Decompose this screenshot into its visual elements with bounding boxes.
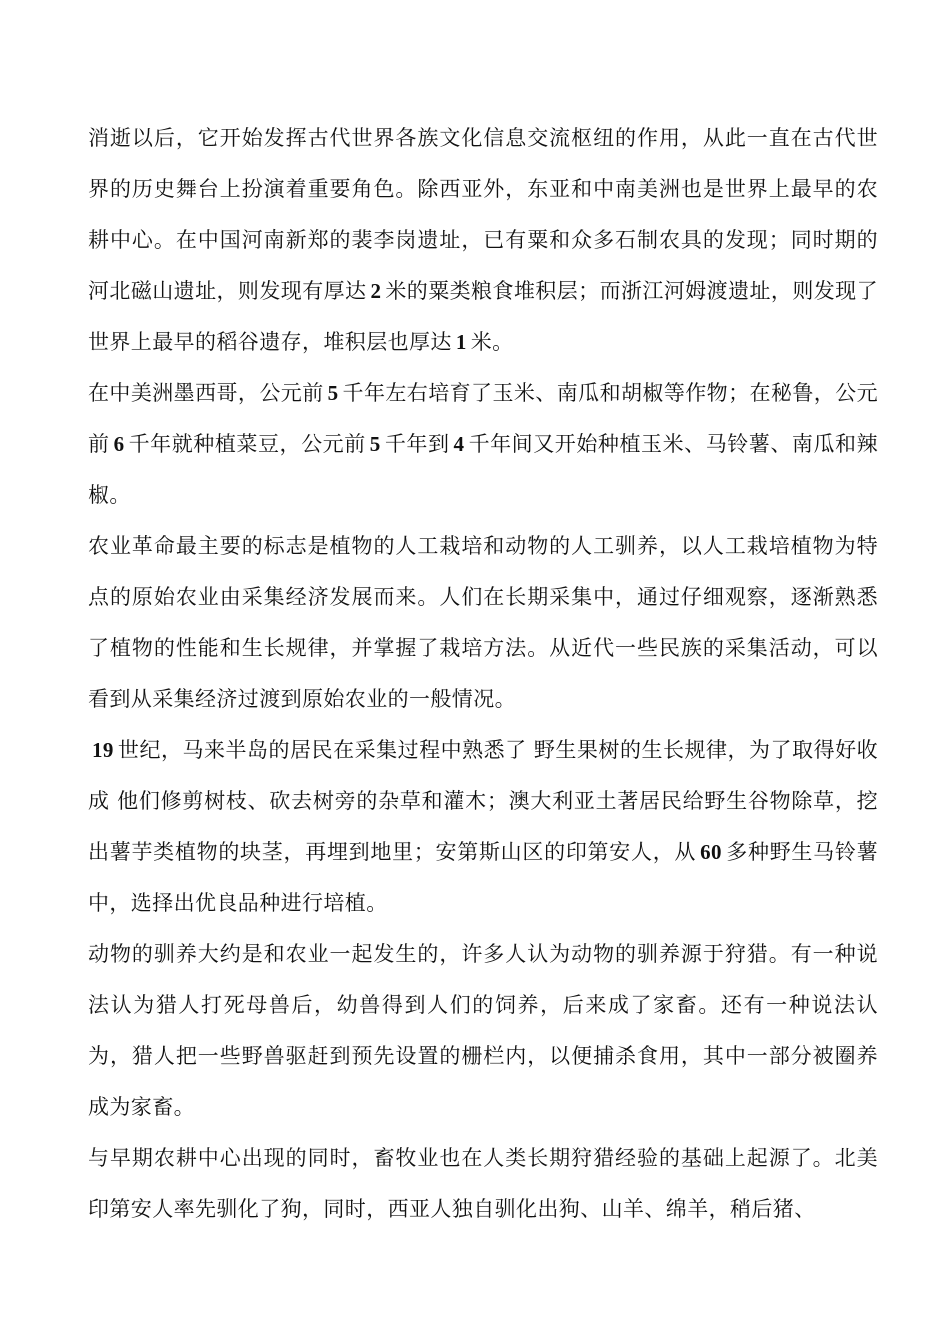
paragraph-4	[88, 725, 878, 929]
paragraph-text: 千年左右培育了玉米、南瓜和胡椒等作物；在秘鲁，公元前	[88, 381, 878, 456]
number-text: 2	[370, 279, 382, 303]
paragraph-text: 米。	[470, 330, 514, 354]
paragraph-text: 多种野生马铃薯中，选择出优良品种进行培植。	[88, 840, 878, 915]
document-page	[88, 113, 878, 1235]
number-text: 19	[92, 738, 114, 762]
paragraph-3	[88, 521, 878, 725]
paragraph-text: 在中美洲墨西哥，公元前	[88, 381, 324, 405]
number-text: 60	[700, 840, 722, 864]
paragraph-6	[88, 1133, 878, 1235]
paragraph-text: 农业革命最主要的标志是植物的人工栽培和动物的人工驯养，以人工栽培植物为特点的原始农业由采集经济发展而来。人们在长期采集中，通过仔细观察，逐渐熟悉了植物的性能和生长规律，并掌握了栽培方法。从近代一些民族的采集活动，可以看到从采集经济过渡到原始农业的一般情况。	[88, 534, 878, 711]
paragraph-text: 千年间又开始种植玉米、马铃薯、南瓜和辣椒。	[88, 432, 878, 507]
paragraph-1	[88, 113, 878, 368]
paragraph-text: 千年就种植菜豆，公元前	[128, 432, 366, 456]
number-text: 1	[455, 330, 467, 354]
paragraph-text: 世纪，马来半岛的居民在采集过程中熟悉了 野生果树的生长规律，为了取得好收成 他们修剪树枝、砍去树旁的杂草和灌木；澳大利亚土著居民给野生谷物除草，挖出薯芋类植物的块茎，再埋到地里；安第斯山区的印第安人，从	[88, 738, 878, 864]
number-text: 6	[113, 432, 125, 456]
number-text: 5	[369, 432, 381, 456]
paragraph-2	[88, 368, 878, 521]
paragraph-text: 消逝以后，它开始发挥古代世界各族文化信息交流枢纽的作用，从此一直在古代世界的历史舞台上扮演着重要角色。除西亚外，东亚和中南美洲也是世界上最早的农耕中心。在中国河南新郑的裴李岗遗址，已有粟和众多石制农具的发现；同时期的河北磁山遗址，则发现有厚达	[88, 126, 878, 303]
paragraph-text: 米的粟类粮食堆积层；而浙江河姆渡遗址，则发现了世界上最早的稻谷遗存，堆积层也厚达	[88, 279, 878, 354]
paragraph-text: 与早期农耕中心出现的同时，畜牧业也在人类长期狩猎经验的基础上起源了。北美印第安人率先驯化了狗，同时，西亚人独自驯化出狗、山羊、绵羊，稍后猪、	[88, 1146, 878, 1221]
paragraph-5	[88, 929, 878, 1133]
number-text: 4	[453, 432, 465, 456]
number-text: 5	[327, 381, 339, 405]
paragraph-text: 动物的驯养大约是和农业一起发生的，许多人认为动物的驯养源于狩猎。有一种说法认为猎人打死母兽后，幼兽得到人们的饲养，后来成了家畜。还有一种说法认为，猎人把一些野兽驱赶到预先设置的栅栏内，以便捕杀食用，其中一部分被圈养成为家畜。	[88, 942, 878, 1119]
paragraph-text: 千年到	[384, 432, 450, 456]
